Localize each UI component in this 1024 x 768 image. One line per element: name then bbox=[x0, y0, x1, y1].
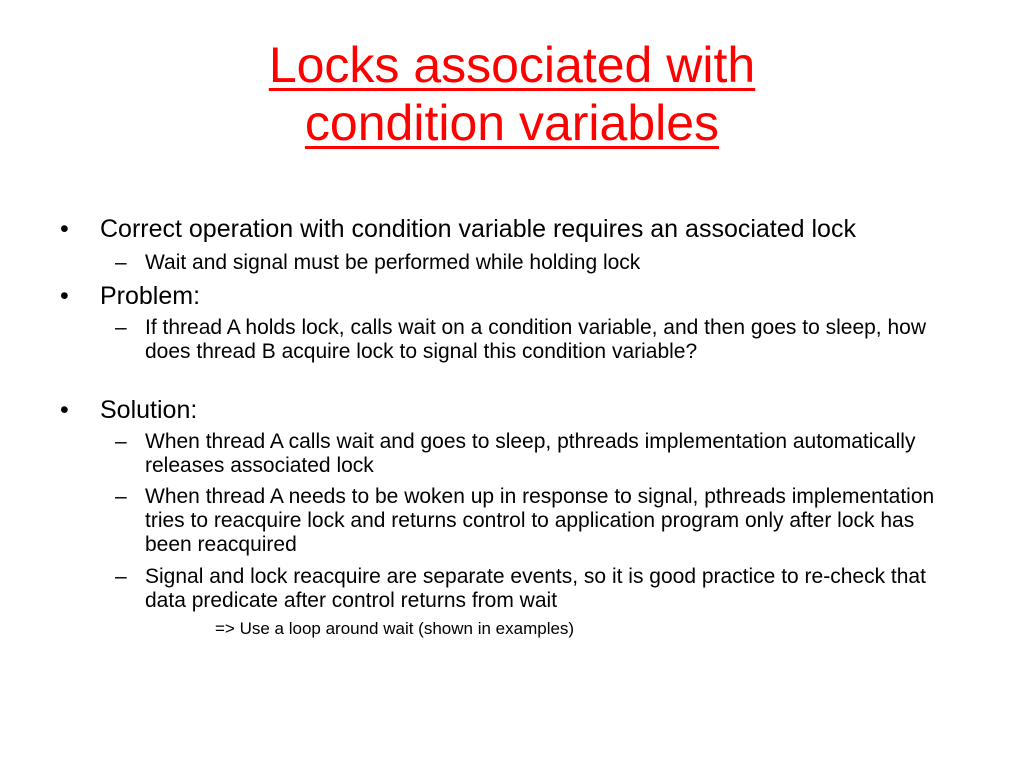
slide-title-line-1: Locks associated with bbox=[268, 37, 756, 93]
bullet-text: Solution: bbox=[100, 396, 198, 424]
slide-title-line-2: condition variables bbox=[304, 95, 720, 151]
bullet-item bbox=[60, 281, 201, 311]
bullet-item bbox=[60, 214, 856, 244]
sub-bullet-text: When thread A needs to be woken up in response to signal, pthreads implementation tries to reacquire lock and returns control to application program only after lock has been reacquired bbox=[145, 485, 935, 556]
bullet-item bbox=[60, 395, 198, 425]
dash-marker: – bbox=[115, 430, 127, 453]
bullet-marker: • bbox=[60, 396, 69, 424]
dash-marker: – bbox=[115, 485, 127, 508]
bullet-text: Correct operation with condition variable requires an associated lock bbox=[100, 215, 856, 243]
bullet-marker: • bbox=[60, 215, 69, 243]
sub-bullet-text: When thread A calls wait and goes to sleep, pthreads implementation automatically releases associated lock bbox=[145, 430, 916, 477]
dash-marker: – bbox=[115, 565, 127, 588]
sub-bullet-text: If thread A holds lock, calls wait on a condition variable, and then goes to sleep, how does thread B acquire lock to signal this condition variable? bbox=[145, 316, 926, 363]
bullet-marker: • bbox=[60, 282, 69, 310]
sub-bullet-text: Signal and lock reacquire are separate events, so it is good practice to re-check that data predicate after control returns from wait bbox=[145, 565, 926, 612]
loop-note: => Use a loop around wait (shown in examples) bbox=[215, 619, 575, 638]
sub-bullet-text: Wait and signal must be performed while holding lock bbox=[145, 251, 641, 274]
sub-bullet-item bbox=[115, 565, 965, 613]
sub-bullet-item bbox=[115, 316, 965, 364]
sub-bullet-item bbox=[115, 251, 965, 275]
bullet-text: Problem: bbox=[100, 282, 201, 310]
dash-marker: – bbox=[115, 316, 127, 339]
sub-bullet-item bbox=[115, 430, 965, 478]
sub-bullet-item bbox=[115, 485, 965, 557]
dash-marker: – bbox=[115, 251, 127, 274]
